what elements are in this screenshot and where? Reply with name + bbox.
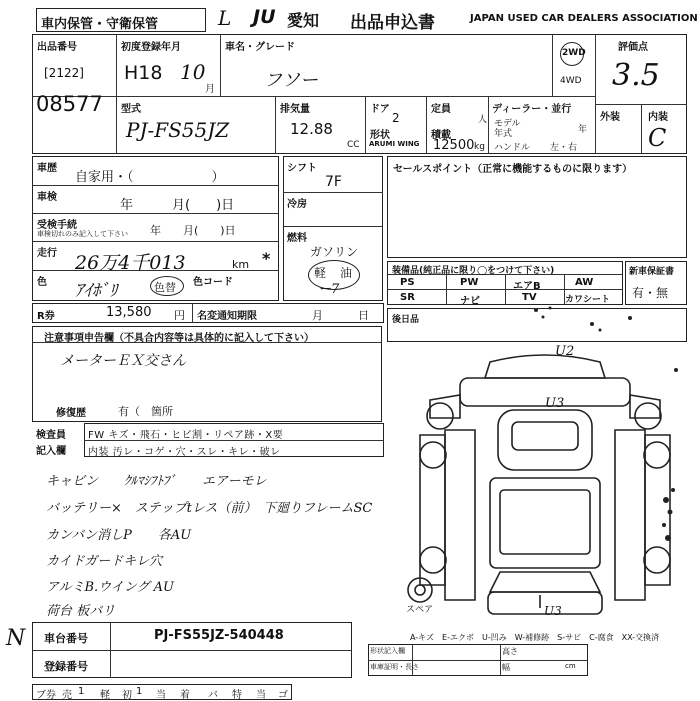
capacity-unit: 人 bbox=[478, 115, 488, 125]
color-label: 色 bbox=[37, 277, 47, 288]
spare-label: スペア bbox=[406, 605, 434, 615]
fuel-oil: 油 bbox=[340, 266, 353, 280]
strip-3: 軽 bbox=[100, 690, 110, 701]
storage-label: 車内保管・守衛保管 bbox=[41, 17, 159, 32]
equip-aw: AW bbox=[575, 277, 594, 288]
name-change-day: 日 bbox=[358, 309, 369, 322]
diagram-back-note: U3 bbox=[544, 604, 562, 618]
equip-sr: SR bbox=[400, 292, 415, 303]
handwritten-note-1: キャビン ｸﾙﾏｼﾌﾄﾌﾞ エアーモレ bbox=[46, 474, 267, 489]
rtax-label: R券 bbox=[37, 311, 55, 322]
model-code-label: 型式 bbox=[121, 104, 141, 115]
repair-label: 修復歴 bbox=[56, 408, 86, 419]
dim-width-label: 幅 bbox=[502, 663, 510, 672]
load-unit: kg bbox=[474, 142, 485, 152]
handwritten-note-4: カイドガードキレ穴 bbox=[46, 554, 163, 569]
model-year-unit: 年 bbox=[578, 125, 588, 135]
shift-label: シフト bbox=[287, 163, 317, 174]
inspector-row-1: FW キズ・飛石・ヒビ割・リペア跡・X要 bbox=[88, 430, 284, 441]
score-label: 評価点 bbox=[618, 42, 648, 53]
lot-sub: [2122] bbox=[44, 66, 84, 80]
repair-value: 有（ 箇所 bbox=[118, 405, 173, 418]
rear-item-label: 後日品 bbox=[392, 315, 420, 325]
strip-5: 1 bbox=[136, 686, 143, 697]
chassis-side-mark: N bbox=[6, 626, 26, 651]
inspector-row-2: 内装 汚レ・コゲ・穴・スレ・キレ・破レ bbox=[88, 447, 281, 458]
dim-unit: cm bbox=[565, 662, 576, 670]
handwritten-note-5: アルミB.ウイング AU bbox=[46, 580, 174, 595]
shift-value: 7F bbox=[325, 174, 342, 190]
strip-2: 1 bbox=[78, 686, 85, 697]
handwritten-note-6: 荷台 板バリ bbox=[46, 604, 116, 619]
strip-11: ゴ bbox=[278, 690, 288, 701]
lot-number: 08577 bbox=[36, 92, 103, 116]
reg-number-label: 登録番号 bbox=[44, 660, 88, 673]
reg-cert-label: 受検手続 bbox=[37, 220, 77, 231]
notes-label: 注意事項申告欄（不具合内容等は具体的に記入して下さい） bbox=[44, 333, 314, 344]
reg-cert-value: 年 月( )日 bbox=[150, 224, 236, 237]
color-code-label: 色コード bbox=[193, 277, 233, 288]
interior-label: 内装 bbox=[648, 112, 668, 123]
dealer-label: ディーラー・並行 bbox=[492, 104, 572, 115]
storage-box bbox=[36, 8, 206, 32]
handle-label: ハンドル bbox=[494, 143, 531, 153]
mileage-unit: km bbox=[232, 258, 250, 271]
first-reg-label: 初度登録年月 bbox=[121, 42, 181, 53]
equip-airbag: エアB bbox=[513, 281, 541, 292]
fuel-light: 軽 bbox=[314, 266, 327, 280]
inspection-value: 年 月( )日 bbox=[120, 198, 235, 213]
strip-1: 売 bbox=[62, 690, 72, 701]
ac-label: 冷房 bbox=[287, 199, 307, 210]
inspector-label-2: 記入欄 bbox=[36, 446, 66, 457]
equip-seat: カワシート bbox=[565, 295, 611, 305]
form-title: 出品申込書 bbox=[350, 13, 435, 33]
equip-navi: ナビ bbox=[460, 296, 480, 307]
reg-cert-note: 車検切れのみ記入して下さい bbox=[37, 230, 128, 238]
strip-10: 当 bbox=[256, 690, 266, 701]
association-name: JAPAN USED CAR DEALERS ASSOCIATION bbox=[470, 13, 698, 24]
fuel-label: 燃料 bbox=[287, 233, 307, 244]
history-label: 車歴 bbox=[37, 163, 57, 174]
dim-garage-label: 車庫証明・長さ bbox=[370, 663, 419, 671]
fuel-gas: ガソリン bbox=[310, 245, 359, 259]
drive-2wd: 2WD bbox=[562, 48, 586, 58]
org-name: 愛知 bbox=[287, 11, 320, 30]
damage-marks bbox=[480, 300, 690, 560]
equip-ps: PS bbox=[400, 277, 415, 288]
shape-label: 形状 bbox=[370, 130, 390, 141]
strip-7: 着 bbox=[180, 690, 190, 701]
chassis-number: PJ-FS55JZ-540448 bbox=[154, 628, 284, 643]
strip-0: ブ券 bbox=[36, 690, 56, 701]
strip-6: 当 bbox=[156, 690, 166, 701]
ju-logo: JU bbox=[253, 6, 276, 28]
displacement-label: 排気量 bbox=[280, 104, 310, 115]
rtax-unit: 円 bbox=[174, 309, 185, 322]
name-change-label: 名変通知期限 bbox=[197, 311, 257, 322]
sales-point-box bbox=[387, 156, 687, 258]
model-year-label-1: モデル bbox=[494, 119, 521, 129]
load-label: 積載 bbox=[431, 130, 451, 141]
sales-point-label: セールスポイント（正常に機能するものに限ります） bbox=[393, 164, 633, 175]
fuel-mark: ー7 bbox=[318, 282, 340, 297]
color-change: 色替 bbox=[154, 281, 176, 294]
first-reg-month: 10 bbox=[180, 60, 206, 84]
storage-mark: L bbox=[218, 6, 232, 30]
model-name-value: フソー bbox=[264, 70, 318, 91]
dim-height-label: 高さ bbox=[502, 647, 518, 656]
model-name-label: 車名・グレード bbox=[225, 42, 295, 53]
equip-tv: TV bbox=[522, 292, 537, 303]
history-value: 自家用・（ ） bbox=[75, 170, 225, 185]
strip-8: バ bbox=[208, 690, 218, 701]
handwritten-note-3: カンバン消しP 各AU bbox=[46, 528, 192, 543]
warranty-label: 新車保証書 bbox=[629, 267, 675, 277]
first-reg-era: H18 bbox=[124, 62, 163, 84]
mileage-value: 26万4千013 bbox=[75, 252, 186, 274]
handle-value: 左・右 bbox=[550, 143, 578, 153]
color-value: ｱｲﾎﾞﾘ bbox=[75, 281, 118, 301]
diagram-top-note: U2 bbox=[555, 344, 575, 359]
strip-4: 初 bbox=[122, 690, 132, 701]
mileage-label: 走行 bbox=[37, 248, 57, 259]
drive-4wd: 4WD bbox=[560, 76, 582, 86]
mileage-mark: * bbox=[262, 249, 271, 268]
diagram-front-note: U3 bbox=[545, 396, 565, 411]
lot-label: 出品番号 bbox=[37, 42, 77, 53]
load-value: 12500 bbox=[433, 138, 475, 153]
chassis-label: 車台番号 bbox=[44, 632, 88, 645]
equip-pw: PW bbox=[460, 277, 479, 288]
rtax-value: 13,580 bbox=[106, 305, 152, 320]
notes-value: メーターＥＸ交さん bbox=[60, 353, 186, 369]
displacement-unit: CC bbox=[347, 140, 360, 150]
name-change-month: 月 bbox=[312, 309, 323, 322]
damage-legend: A-キズ E-エクボ U-凹み W-補修跡 S-サビ C-腐食 XX-交換済 bbox=[410, 633, 660, 642]
warranty-value: 有・無 bbox=[632, 286, 669, 300]
warranty-box bbox=[625, 261, 687, 305]
inspector-label-1: 検査員 bbox=[36, 430, 66, 441]
model-code-value: PJ-FS55JZ bbox=[126, 118, 230, 142]
capacity-label: 定員 bbox=[431, 104, 451, 115]
first-reg-month-unit: 月 bbox=[205, 84, 215, 95]
interior-score: C bbox=[648, 124, 667, 152]
handwritten-note-2: バッテリー× ステップtレス（前） 下廻りフレームSC bbox=[46, 501, 373, 516]
exterior-label: 外装 bbox=[600, 112, 620, 123]
displacement-value: 12.88 bbox=[290, 120, 333, 138]
model-year-label-2: 年式 bbox=[494, 129, 513, 139]
strip-9: 特 bbox=[232, 690, 242, 701]
doors-value: 2 bbox=[392, 111, 400, 125]
doors-label: ドア bbox=[370, 104, 390, 115]
score-value: 3.5 bbox=[612, 58, 660, 93]
shape-value: ARUMI WING bbox=[369, 140, 420, 148]
equipment-label: 装備品(純正品に限り◯をつけて下さい) bbox=[392, 266, 555, 276]
inspection-label: 車検 bbox=[37, 192, 57, 203]
dim-shape-label: 形状記入欄 bbox=[370, 647, 405, 655]
